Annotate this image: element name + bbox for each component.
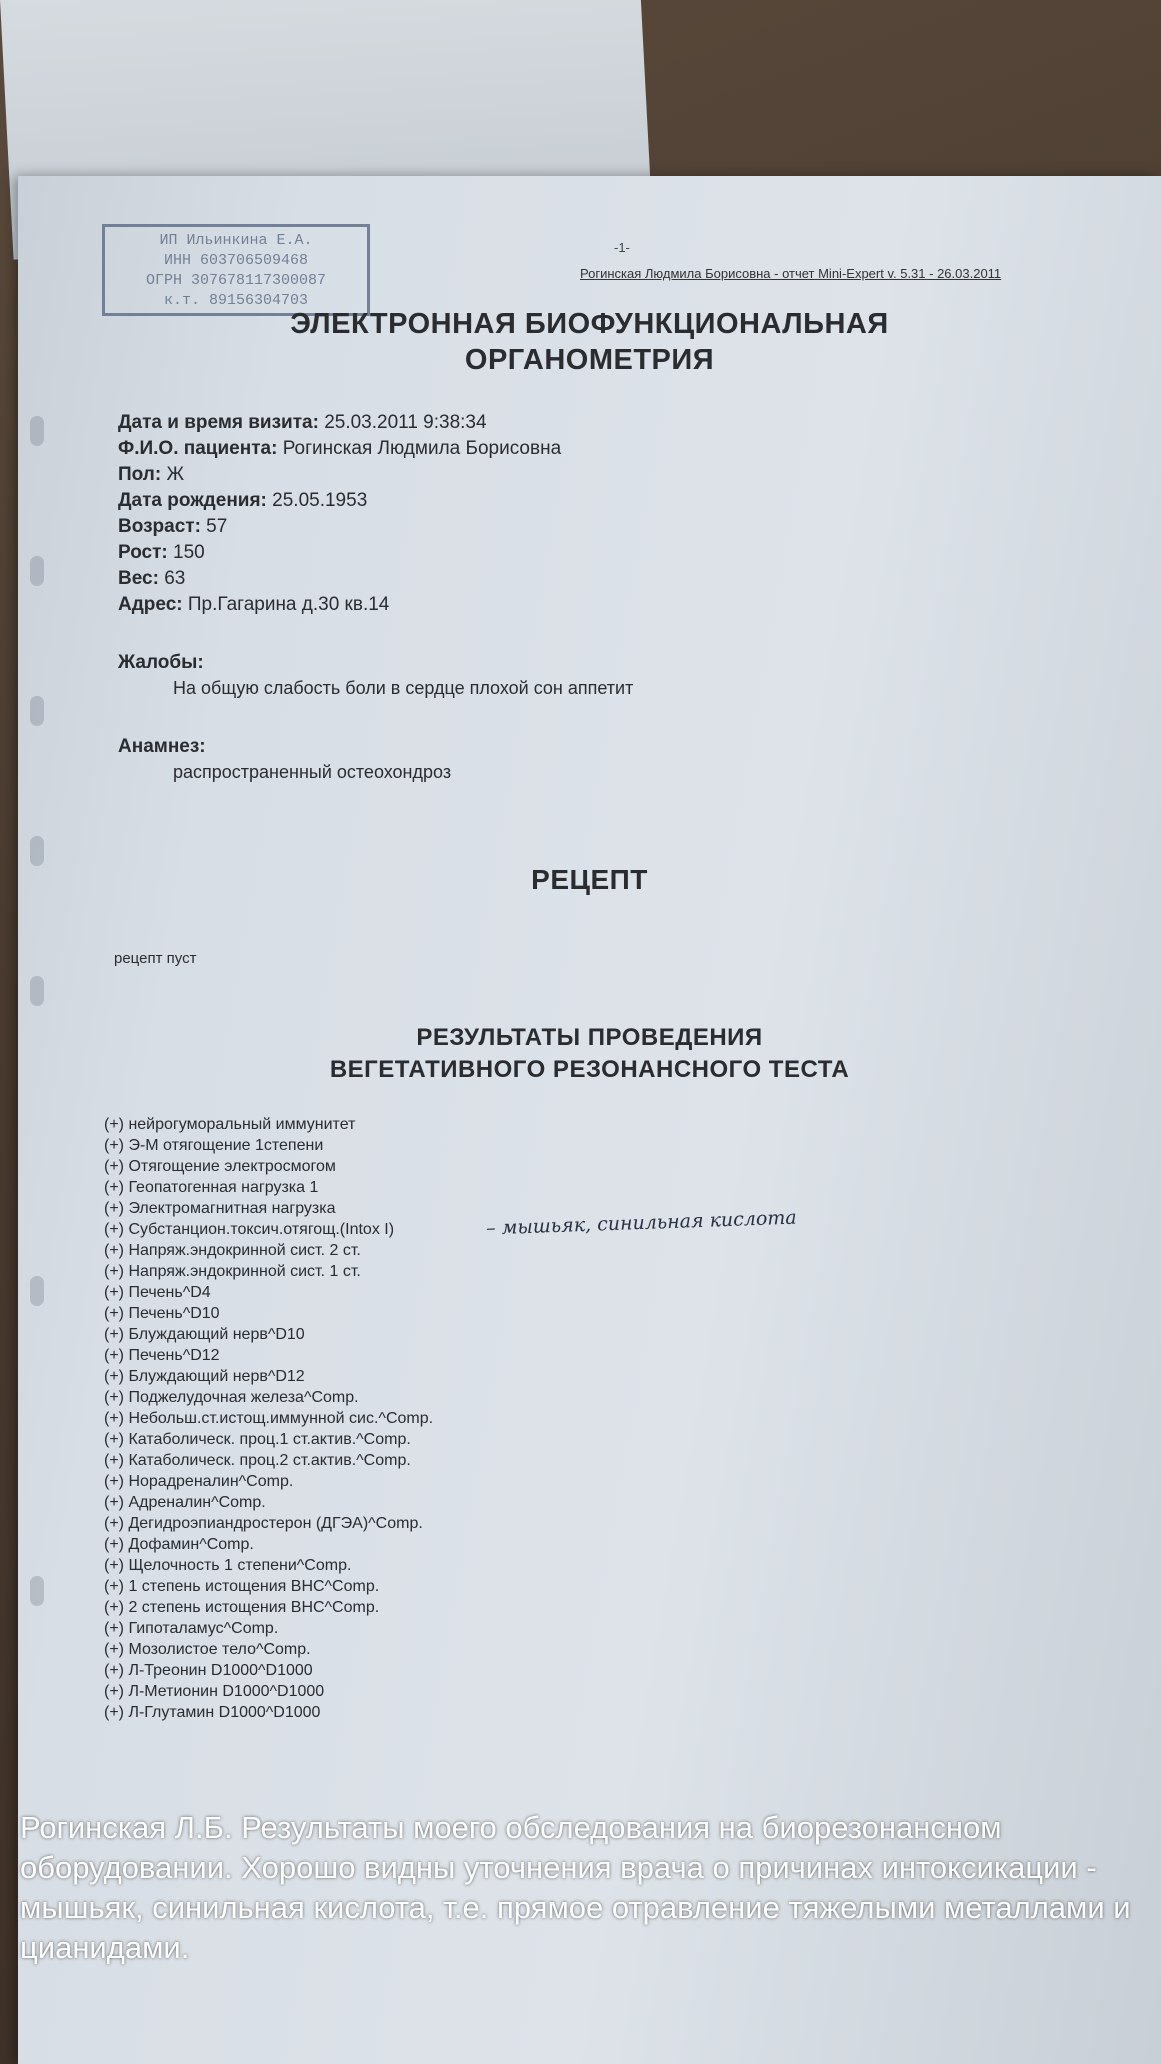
list-item: (+) Блуждающий нерв^D12: [104, 1368, 305, 1385]
punch-hole: [30, 836, 44, 866]
recipe-heading: РЕЦЕПТ: [531, 864, 648, 895]
punch-hole: [30, 416, 44, 446]
list-item: (+) 1 степень истощения ВНС^Comp.: [104, 1578, 380, 1595]
list-item: (+) Л-Метионин D1000^D1000: [104, 1683, 325, 1700]
punch-hole: [30, 976, 44, 1006]
visit-value: 25.03.2011 9:38:34: [318, 412, 487, 433]
address-label: Адрес:: [118, 594, 183, 615]
stamp-line: ИП Ильинкина Е.А.: [159, 232, 313, 249]
address-value: Пр.Гагарина д.30 кв.14: [182, 594, 390, 615]
patient-height: [118, 542, 205, 564]
list-item: (+) Норадреналин^Comp.: [104, 1473, 294, 1490]
patient-weight: [118, 568, 185, 590]
list-item: (+) Субстанцион.токсич.отягощ.(Intox I): [104, 1221, 395, 1238]
list-item: (+) Гипоталамус^Comp.: [104, 1620, 279, 1637]
list-item: (+) Дофамин^Comp.: [104, 1536, 254, 1553]
stamp-line: к.т. 89156304703: [163, 292, 309, 309]
list-item: (+) Электромагнитная нагрузка: [104, 1200, 336, 1217]
birth-label: Дата рождения:: [118, 490, 267, 511]
patient-sex: [118, 464, 184, 486]
list-item: (+) Дегидроэпиандростерон (ДГЭА)^Comp.: [104, 1515, 423, 1532]
age-label: Возраст:: [118, 516, 201, 537]
list-item: (+) Небольш.ст.истощ.иммунной сис.^Comp.: [104, 1410, 434, 1427]
list-item: (+) Печень^D4: [104, 1284, 211, 1301]
patient-address: [118, 594, 389, 616]
list-item: (+) Напряж.эндокринной сист. 1 ст.: [104, 1263, 361, 1280]
document-title: ЭЛЕКТРОННАЯ БИОФУНКЦИОНАЛЬНАЯ: [290, 308, 889, 340]
recipe-text: рецепт пуст: [114, 950, 197, 967]
punch-hole: [30, 696, 44, 726]
list-item: (+) Печень^D12: [104, 1347, 220, 1364]
handwritten-note: – мышьяк, синильная кислота: [485, 1206, 798, 1240]
sex-label: Пол:: [118, 464, 162, 485]
list-item: (+) Э-М отягощение 1степени: [104, 1137, 324, 1154]
sex-value: Ж: [161, 464, 185, 485]
height-value: 150: [167, 542, 205, 563]
page-number: -1-: [614, 240, 630, 255]
weight-label: Вес:: [118, 568, 159, 589]
stamp-line: ОГРН 307678117300087: [145, 272, 327, 289]
birth-date: [118, 490, 367, 512]
patient-name: [118, 438, 561, 460]
punch-hole: [30, 1276, 44, 1306]
punch-hole: [30, 1576, 44, 1606]
document-page: [18, 176, 1161, 2064]
list-item: (+) Катаболическ. проц.2 ст.актив.^Comp.: [104, 1452, 411, 1469]
patient-age: [118, 516, 227, 538]
photo-caption: Рогинская Л.Б. Результаты моего обследования на биорезонансном оборудовании. Хорошо видны уточнения врача о причинах интоксикации - мышьяк, синильная кислота, т.е. прямое отравление тяжелыми металлами и цианидами.: [20, 1810, 1131, 1965]
punch-hole: [30, 556, 44, 586]
list-item: (+) 2 степень истощения ВНС^Comp.: [104, 1599, 380, 1616]
anamnesis-label: Анамнез:: [118, 736, 206, 757]
results-heading-line2: ВЕГЕТАТИВНОГО РЕЗОНАНСНОГО ТЕСТА: [329, 1056, 850, 1083]
stamp-line: ИНН 603706509468: [163, 252, 309, 269]
list-item: (+) нейрогуморальный иммунитет: [104, 1116, 356, 1133]
name-label: Ф.И.О. пациента:: [118, 438, 278, 459]
complaints-label: Жалобы:: [118, 652, 204, 673]
complaints-text: На общую слабость боли в сердце плохой сон аппетит: [173, 678, 634, 698]
report-header: Рогинская Людмила Борисовна - отчет Mini-Expert v. 5.31 - 26.03.2011: [580, 266, 1002, 281]
document-title-line2: ОРГАНОМЕТРИЯ: [464, 344, 715, 376]
anamnesis-text: распространенный остеохондроз: [173, 762, 452, 782]
list-item: (+) Напряж.эндокринной сист. 2 ст.: [104, 1242, 361, 1259]
list-item: (+) Щелочность 1 степени^Comp.: [104, 1557, 352, 1574]
birth-value: 25.05.1953: [266, 490, 368, 511]
list-item: (+) Л-Глутамин D1000^D1000: [104, 1704, 321, 1721]
age-value: 57: [200, 516, 228, 537]
list-item: (+) Адреналин^Comp.: [104, 1494, 266, 1511]
list-item: (+) Л-Треонин D1000^D1000: [104, 1662, 313, 1679]
list-item: (+) Геопатогенная нагрузка 1: [104, 1179, 319, 1196]
list-item: (+) Катаболическ. проц.1 ст.актив.^Comp.: [104, 1431, 411, 1448]
height-label: Рост:: [118, 542, 168, 563]
results-heading: РЕЗУЛЬТАТЫ ПРОВЕДЕНИЯ: [416, 1024, 763, 1051]
visit-label: Дата и время визита:: [118, 412, 319, 433]
visit-datetime: [118, 412, 487, 434]
results-list: [104, 1114, 433, 1723]
weight-value: 63: [158, 568, 186, 589]
list-item: (+) Поджелудочная железа^Comp.: [104, 1389, 359, 1406]
list-item: (+) Блуждающий нерв^D10: [104, 1326, 305, 1343]
organization-stamp: [102, 224, 370, 316]
name-value: Рогинская Людмила Борисовна: [277, 438, 562, 459]
list-item: (+) Отягощение электросмогом: [104, 1158, 336, 1175]
list-item: (+) Печень^D10: [104, 1305, 220, 1322]
list-item: (+) Мозолистое тело^Comp.: [104, 1641, 311, 1658]
